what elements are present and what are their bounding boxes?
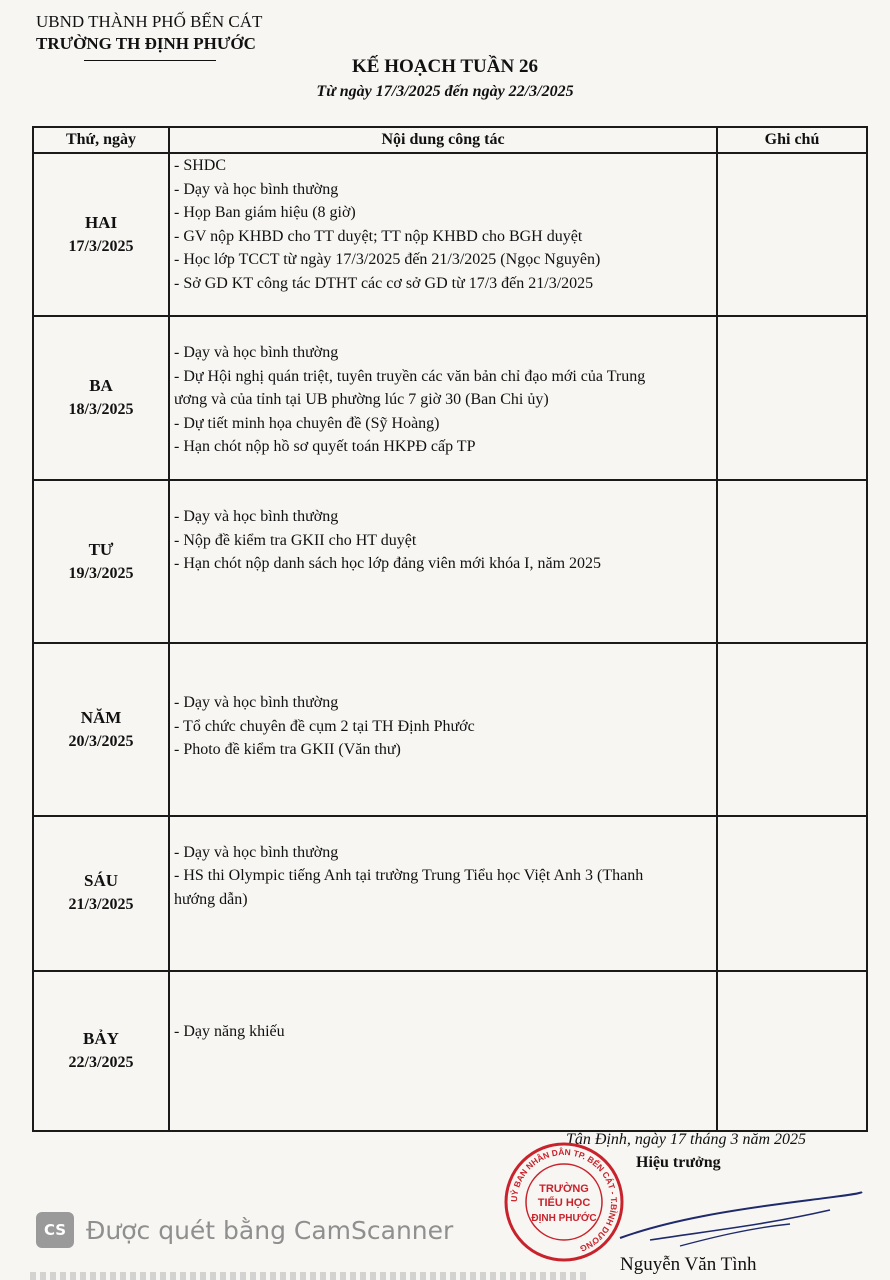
camscanner-text: Được quét bằng CamScanner xyxy=(86,1215,454,1245)
table-row xyxy=(33,643,867,815)
stamp-line-3: ĐỊNH PHƯỚC xyxy=(531,1213,597,1224)
day-date: 18/3/2025 xyxy=(68,401,134,419)
bottom-edge-artifact xyxy=(30,1272,590,1280)
content-line: - SHDC xyxy=(174,157,227,174)
content-line: - Dạy và học bình thường xyxy=(174,508,339,526)
day-name: HAI xyxy=(84,212,118,232)
day-name: NĂM xyxy=(80,707,122,727)
note-cell xyxy=(717,971,867,1131)
stamp-ring-text: UỶ BAN NHÂN DÂN TP. BẾN CÁT - T.BÌNH DƯƠNG xyxy=(508,1146,620,1254)
content-cell xyxy=(169,316,717,480)
content-line: - Dạy năng khiếu xyxy=(174,1022,285,1040)
content-cell xyxy=(169,153,717,316)
day-date: 19/3/2025 xyxy=(68,564,134,582)
note-cell xyxy=(717,643,867,815)
handwritten-signature xyxy=(610,1180,870,1260)
content-line: - Nộp đề kiểm tra GKII cho HT duyệt xyxy=(174,531,417,549)
sign-role: Hiệu trưởng xyxy=(636,1154,721,1171)
content-line: - Học lớp TCCT từ ngày 17/3/2025 đến 21/3/2025 (Ngọc Nguyên) xyxy=(174,251,601,268)
note-cell xyxy=(717,480,867,643)
stamp-line-2: TIỂU HỌC xyxy=(537,1197,591,1209)
content-line: - Dạy và học bình thường xyxy=(174,694,339,712)
table-row xyxy=(33,480,867,643)
table-row xyxy=(33,316,867,480)
camscanner-watermark xyxy=(36,1210,453,1250)
org-name: UBND THÀNH PHỐ BẾN CÁT xyxy=(36,12,263,31)
content-line: hướng dẫn) xyxy=(174,890,248,908)
sign-place-date: Tân Định, ngày 17 tháng 3 năm 2025 xyxy=(566,1131,806,1148)
content-line: - Dạy và học bình thường xyxy=(174,344,339,362)
day-date: 21/3/2025 xyxy=(68,896,134,914)
content-line: - HS thi Olympic tiếng Anh tại trường Trung Tiểu học Việt Anh 3 (Thanh xyxy=(174,867,644,885)
stamp-line-1: TRƯỜNG xyxy=(539,1183,589,1195)
content-line: - Họp Ban giám hiệu (8 giờ) xyxy=(174,204,356,221)
header-content: Nội dung công tác xyxy=(169,127,717,153)
day-cell xyxy=(33,816,169,971)
day-date: 22/3/2025 xyxy=(68,1053,134,1071)
content-line: - Photo đề kiểm tra GKII (Văn thư) xyxy=(174,741,401,759)
day-cell xyxy=(33,153,169,316)
day-cell xyxy=(33,643,169,815)
sign-name: Nguyễn Văn Tình xyxy=(620,1254,757,1275)
note-cell xyxy=(717,153,867,316)
day-date: 17/3/2025 xyxy=(68,237,134,255)
content-line: - Hạn chót nộp danh sách học lớp đảng viên mới khóa I, năm 2025 xyxy=(174,555,602,573)
day-cell xyxy=(33,316,169,480)
header-day: Thứ, ngày xyxy=(33,127,169,153)
content-cell xyxy=(169,816,717,971)
day-date: 20/3/2025 xyxy=(68,732,134,750)
note-cell xyxy=(717,316,867,480)
note-cell xyxy=(717,816,867,971)
table-header-row xyxy=(33,127,867,153)
table-row xyxy=(33,153,867,316)
content-line: - Tổ chức chuyên đề cụm 2 tại TH Định Phước xyxy=(174,717,475,735)
content-line: - Dự tiết minh họa chuyên đề (Sỹ Hoàng) xyxy=(174,414,440,432)
content-line: - Dự Hội nghị quán triệt, tuyên truyền các văn bản chỉ đạo mới của Trung xyxy=(174,367,646,385)
day-cell xyxy=(33,971,169,1131)
content-line: ương và của tỉnh tại UB phường lúc 7 giờ 30 (Ban Chi ủy) xyxy=(174,391,549,409)
table-row xyxy=(33,971,867,1131)
camscanner-logo-icon: CS xyxy=(36,1212,74,1248)
content-cell xyxy=(169,643,717,815)
weekly-plan-table xyxy=(32,126,868,1132)
content-cell xyxy=(169,971,717,1131)
content-line: - GV nộp KHBD cho TT duyệt; TT nộp KHBD cho BGH duyệt xyxy=(174,227,583,245)
table-row xyxy=(33,816,867,971)
content-line: - Sở GD KT công tác DTHT các cơ sở GD từ 17/3 đến 21/3/2025 xyxy=(174,274,594,292)
content-line: - Dạy và học bình thường xyxy=(174,843,339,861)
content-line: - Dạy và học bình thường xyxy=(174,180,339,198)
content-line: - Hạn chót nộp hồ sơ quyết toán HKPĐ cấp TP xyxy=(174,438,476,456)
day-name: SÁU xyxy=(83,871,118,891)
day-name: BẢY xyxy=(83,1028,119,1048)
day-name: BA xyxy=(89,376,113,396)
page-subtitle: Từ ngày 17/3/2025 đến ngày 22/3/2025 xyxy=(316,83,574,100)
content-cell xyxy=(169,480,717,643)
header-note: Ghi chú xyxy=(717,127,867,153)
day-cell xyxy=(33,480,169,643)
day-name: TƯ xyxy=(88,539,114,559)
page-title: KẾ HOẠCH TUẦN 26 xyxy=(352,56,538,77)
school-name: TRƯỜNG TH ĐỊNH PHƯỚC xyxy=(36,34,256,53)
school-stamp xyxy=(502,1140,626,1264)
